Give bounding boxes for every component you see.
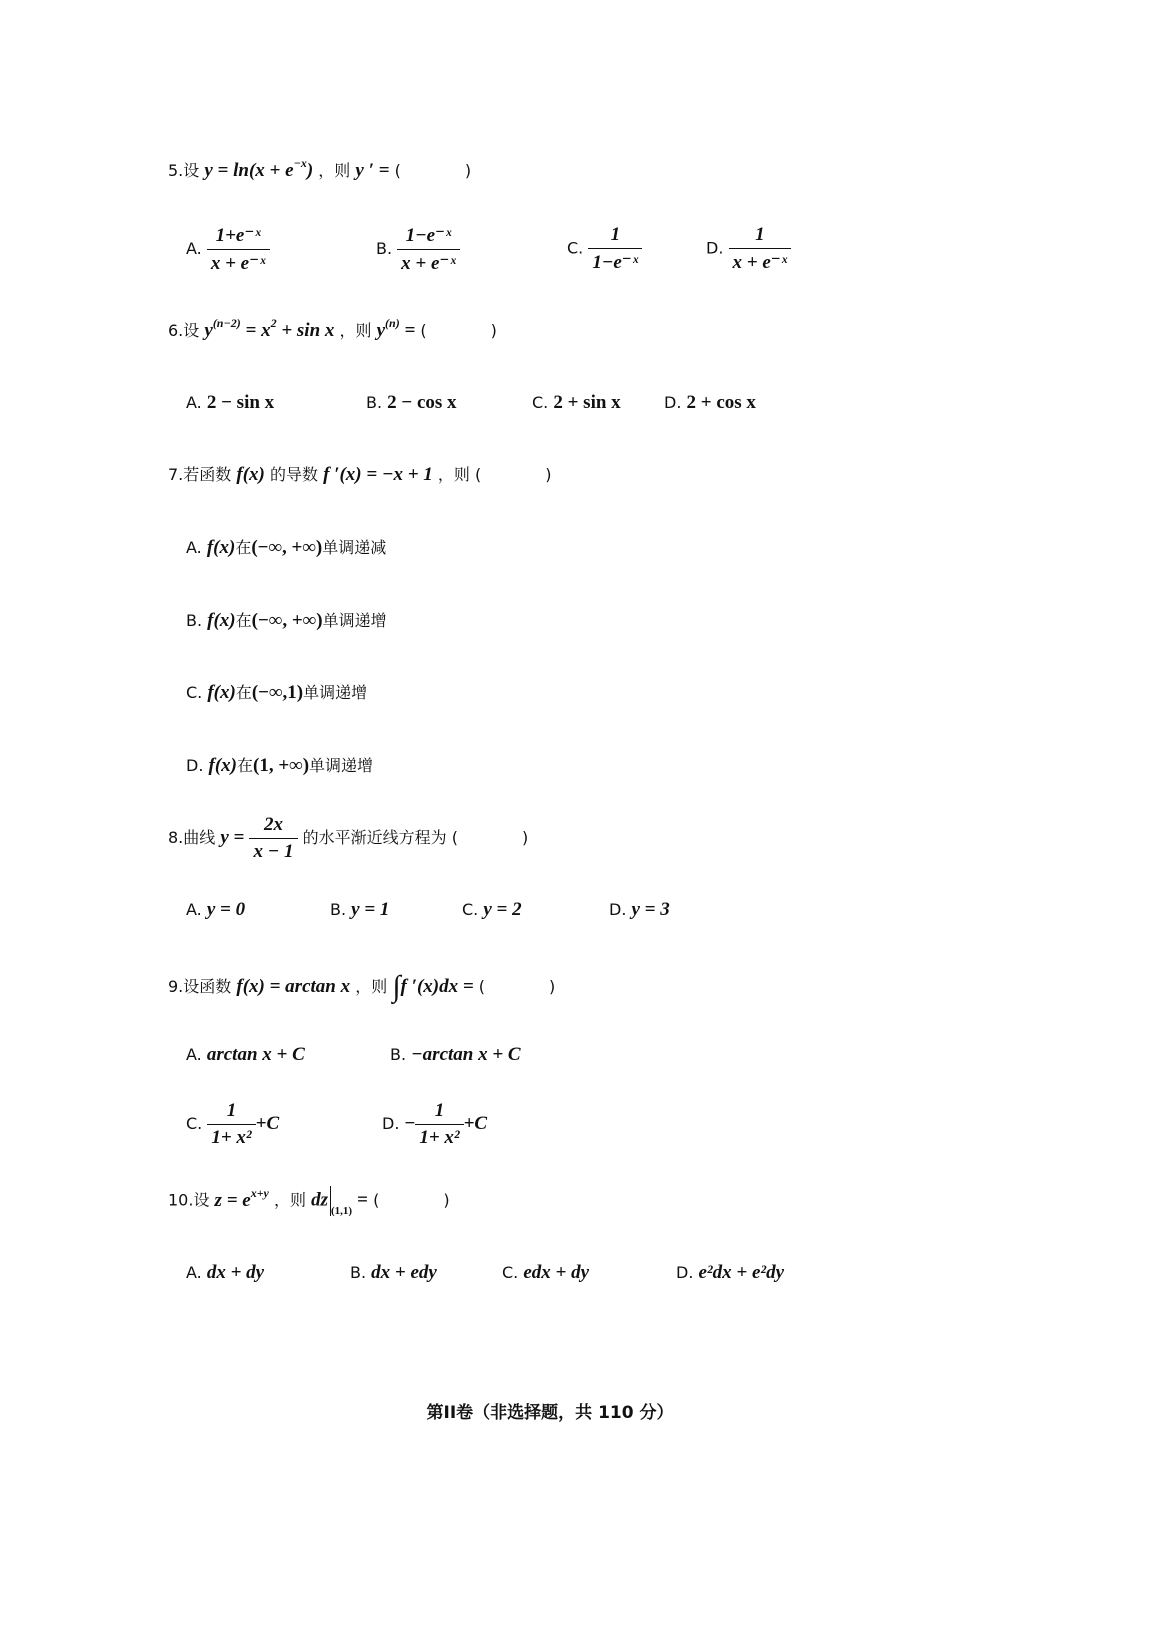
option-f: f(x): [208, 755, 237, 776]
q6-formula: $y^{(n-2)} = x^2 + \sin x$: [204, 316, 335, 341]
q10-option-c: [502, 1262, 589, 1284]
option-value: 2 − sin x: [206, 392, 275, 413]
denominator: 1+ x²: [419, 1127, 460, 1148]
option-label: B.: [186, 611, 203, 630]
option-zai: 在: [236, 756, 253, 775]
numerator: 1: [207, 1100, 255, 1125]
option-label: B.: [376, 239, 393, 258]
q10-eq: =: [357, 1189, 368, 1211]
q10-option-b: [350, 1262, 437, 1284]
q10-formula: [214, 1185, 269, 1211]
q7-option-d: [186, 753, 373, 777]
fraction: [415, 1100, 463, 1149]
q10-paren: ( ): [373, 1190, 450, 1210]
fraction: [207, 224, 270, 275]
fraction: [397, 224, 460, 275]
q10-at: (1,1): [330, 1204, 353, 1217]
q7-option-b: [186, 608, 387, 632]
option-interval: (−∞, +∞): [251, 537, 323, 558]
q10-dz: dz: [311, 1189, 328, 1211]
q9-mid: ，则: [355, 977, 388, 996]
fraction: [588, 224, 642, 274]
option-desc: 单调递减: [322, 538, 387, 557]
option-interval: (−∞,1): [251, 682, 304, 703]
option-label: D.: [664, 393, 682, 412]
q6-option-b: [366, 392, 457, 414]
option-interval: (−∞, +∞): [251, 610, 323, 631]
q7-end: ，则: [437, 465, 470, 484]
q7-mid: 的导数: [269, 465, 318, 484]
option-tail: +C: [255, 1113, 280, 1134]
q7-option-c: [186, 680, 367, 704]
q8-prefix: 8.曲线: [168, 828, 216, 847]
q8-option-d: [609, 899, 670, 921]
q9-func: f(x) = arctan x: [236, 976, 351, 997]
option-zai: 在: [235, 611, 252, 630]
fraction: [249, 814, 297, 863]
numerator: 2x: [249, 814, 297, 839]
section-title: [0, 1398, 1100, 1423]
q5-option-c: [567, 224, 642, 274]
q10-mid: ，则: [273, 1190, 306, 1210]
q8-end: 的水平渐近线方程为: [302, 828, 447, 847]
q9-prefix: 9.设函数: [168, 977, 232, 996]
option-label: B.: [366, 393, 383, 412]
q6-paren: ( ): [420, 321, 497, 340]
q9-integrand: f ′(x)dx =: [400, 976, 474, 997]
q8-paren: ( ): [451, 828, 529, 847]
option-label: C.: [186, 683, 203, 702]
option-value: 2 + sin x: [553, 392, 621, 413]
q8-option-a: [186, 899, 245, 921]
fraction: [207, 1100, 255, 1149]
q6-prefix: 6.设: [168, 321, 200, 340]
denominator: 1−e⁻ˣ: [592, 252, 639, 273]
option-label: D.: [609, 900, 627, 919]
q10-option-d: [676, 1262, 784, 1284]
q10-option-a: [186, 1262, 264, 1284]
option-value: y = 2: [483, 899, 522, 920]
option-label: D.: [186, 756, 204, 775]
option-label: B.: [390, 1045, 407, 1064]
option-value: y = 1: [351, 899, 390, 920]
option-label: C.: [462, 900, 479, 919]
option-label: C.: [567, 238, 584, 258]
option-label: C.: [502, 1263, 519, 1282]
q9-option-a: [186, 1044, 305, 1066]
option-label: A.: [186, 393, 202, 412]
numerator: 1: [729, 224, 792, 249]
option-label: C.: [532, 393, 549, 412]
option-interval: (1, +∞): [253, 755, 310, 776]
question-10-stem: [168, 1186, 450, 1216]
question-8-stem: [168, 814, 528, 863]
option-value: dx + dy: [206, 1262, 265, 1283]
question-9-stem: [168, 966, 556, 1003]
q6-yn: $y^{(n)}$ =: [376, 316, 416, 341]
numerator: 1: [588, 224, 642, 249]
option-desc: 单调递增: [309, 756, 374, 775]
q8-y: y =: [220, 827, 245, 848]
q6-option-a: [186, 392, 274, 414]
option-label: A.: [186, 538, 202, 557]
question-5-stem: [168, 158, 471, 182]
integral-sign: ∫: [392, 970, 401, 1003]
question-7-stem: [168, 462, 552, 486]
q5-option-b: [376, 224, 460, 275]
denominator: x − 1: [253, 841, 294, 862]
option-label: A.: [186, 1045, 202, 1064]
numerator: 1−e⁻ˣ: [397, 224, 460, 250]
denominator: 1+ x²: [211, 1127, 252, 1148]
q9-paren: ( ): [478, 977, 556, 996]
option-label: D.: [382, 1114, 400, 1133]
q10-prefix: 10.设: [168, 1190, 210, 1210]
option-value: arctan x + C: [206, 1044, 305, 1065]
denominator: x + e⁻ˣ: [401, 253, 456, 274]
question-6-stem: [168, 318, 497, 342]
option-label: A.: [186, 1263, 202, 1282]
q7-prefix: 7.若函数: [168, 465, 232, 484]
option-value: e²dx + e²dy: [698, 1262, 785, 1283]
option-f: f(x): [207, 682, 236, 703]
q5-paren: ( ): [394, 161, 472, 180]
option-label: B.: [330, 900, 347, 919]
q5-option-d: [706, 224, 791, 274]
numerator: 1: [415, 1100, 463, 1125]
option-desc: 单调递增: [303, 683, 368, 702]
option-zai: 在: [235, 538, 252, 557]
option-desc: 单调递增: [322, 611, 387, 630]
numerator: 1+e⁻ˣ: [207, 224, 270, 250]
option-value: 2 − cos x: [387, 392, 457, 413]
denominator: x + e⁻ˣ: [732, 252, 788, 273]
q9-option-b: [390, 1044, 521, 1066]
q7-paren: ( ): [475, 465, 552, 484]
q5-option-a: [186, 224, 270, 275]
option-label: A.: [186, 239, 202, 258]
q8-option-b: [330, 899, 389, 921]
q9-option-c: [186, 1100, 279, 1149]
option-label: C.: [186, 1114, 203, 1133]
q5-formula: $y = \ln(x + e^{-x})$: [204, 156, 314, 181]
option-label: B.: [350, 1263, 367, 1282]
option-label: D.: [676, 1263, 694, 1282]
option-value: 2 + cos x: [686, 392, 756, 413]
q7-f: f(x): [236, 464, 265, 485]
q9-option-d: [382, 1100, 487, 1149]
denominator: x + e⁻ˣ: [210, 253, 266, 274]
q7-option-a: [186, 535, 386, 559]
option-tail: +C: [463, 1113, 488, 1134]
q10-exp: x+y: [250, 1185, 269, 1200]
q5-prefix: 5.设: [168, 161, 200, 180]
q7-deriv: f ′(x) = −x + 1: [323, 464, 433, 485]
q6-mid: ，则: [339, 321, 372, 340]
option-label: D.: [706, 238, 724, 258]
option-f: f(x): [206, 537, 236, 558]
option-value: −arctan x + C: [411, 1044, 521, 1065]
q5-yprime: y ′ =: [355, 160, 390, 181]
section-title-text: 第II卷（非选择题，共 110 分）: [426, 1403, 674, 1423]
q6-option-c: [532, 392, 621, 414]
option-zai: 在: [235, 683, 252, 702]
q5-mid: ，则: [318, 161, 351, 180]
q6-option-d: [664, 392, 756, 414]
option-f: f(x): [207, 610, 236, 631]
option-sign: −: [404, 1113, 416, 1134]
q10-z: z = e: [214, 1189, 251, 1211]
fraction: [729, 224, 792, 274]
option-value: y = 3: [631, 899, 670, 920]
q8-option-c: [462, 899, 522, 921]
option-label: A.: [186, 900, 202, 919]
option-value: y = 0: [206, 899, 246, 920]
option-value: dx + edy: [371, 1262, 437, 1283]
option-value: edx + dy: [523, 1262, 590, 1283]
